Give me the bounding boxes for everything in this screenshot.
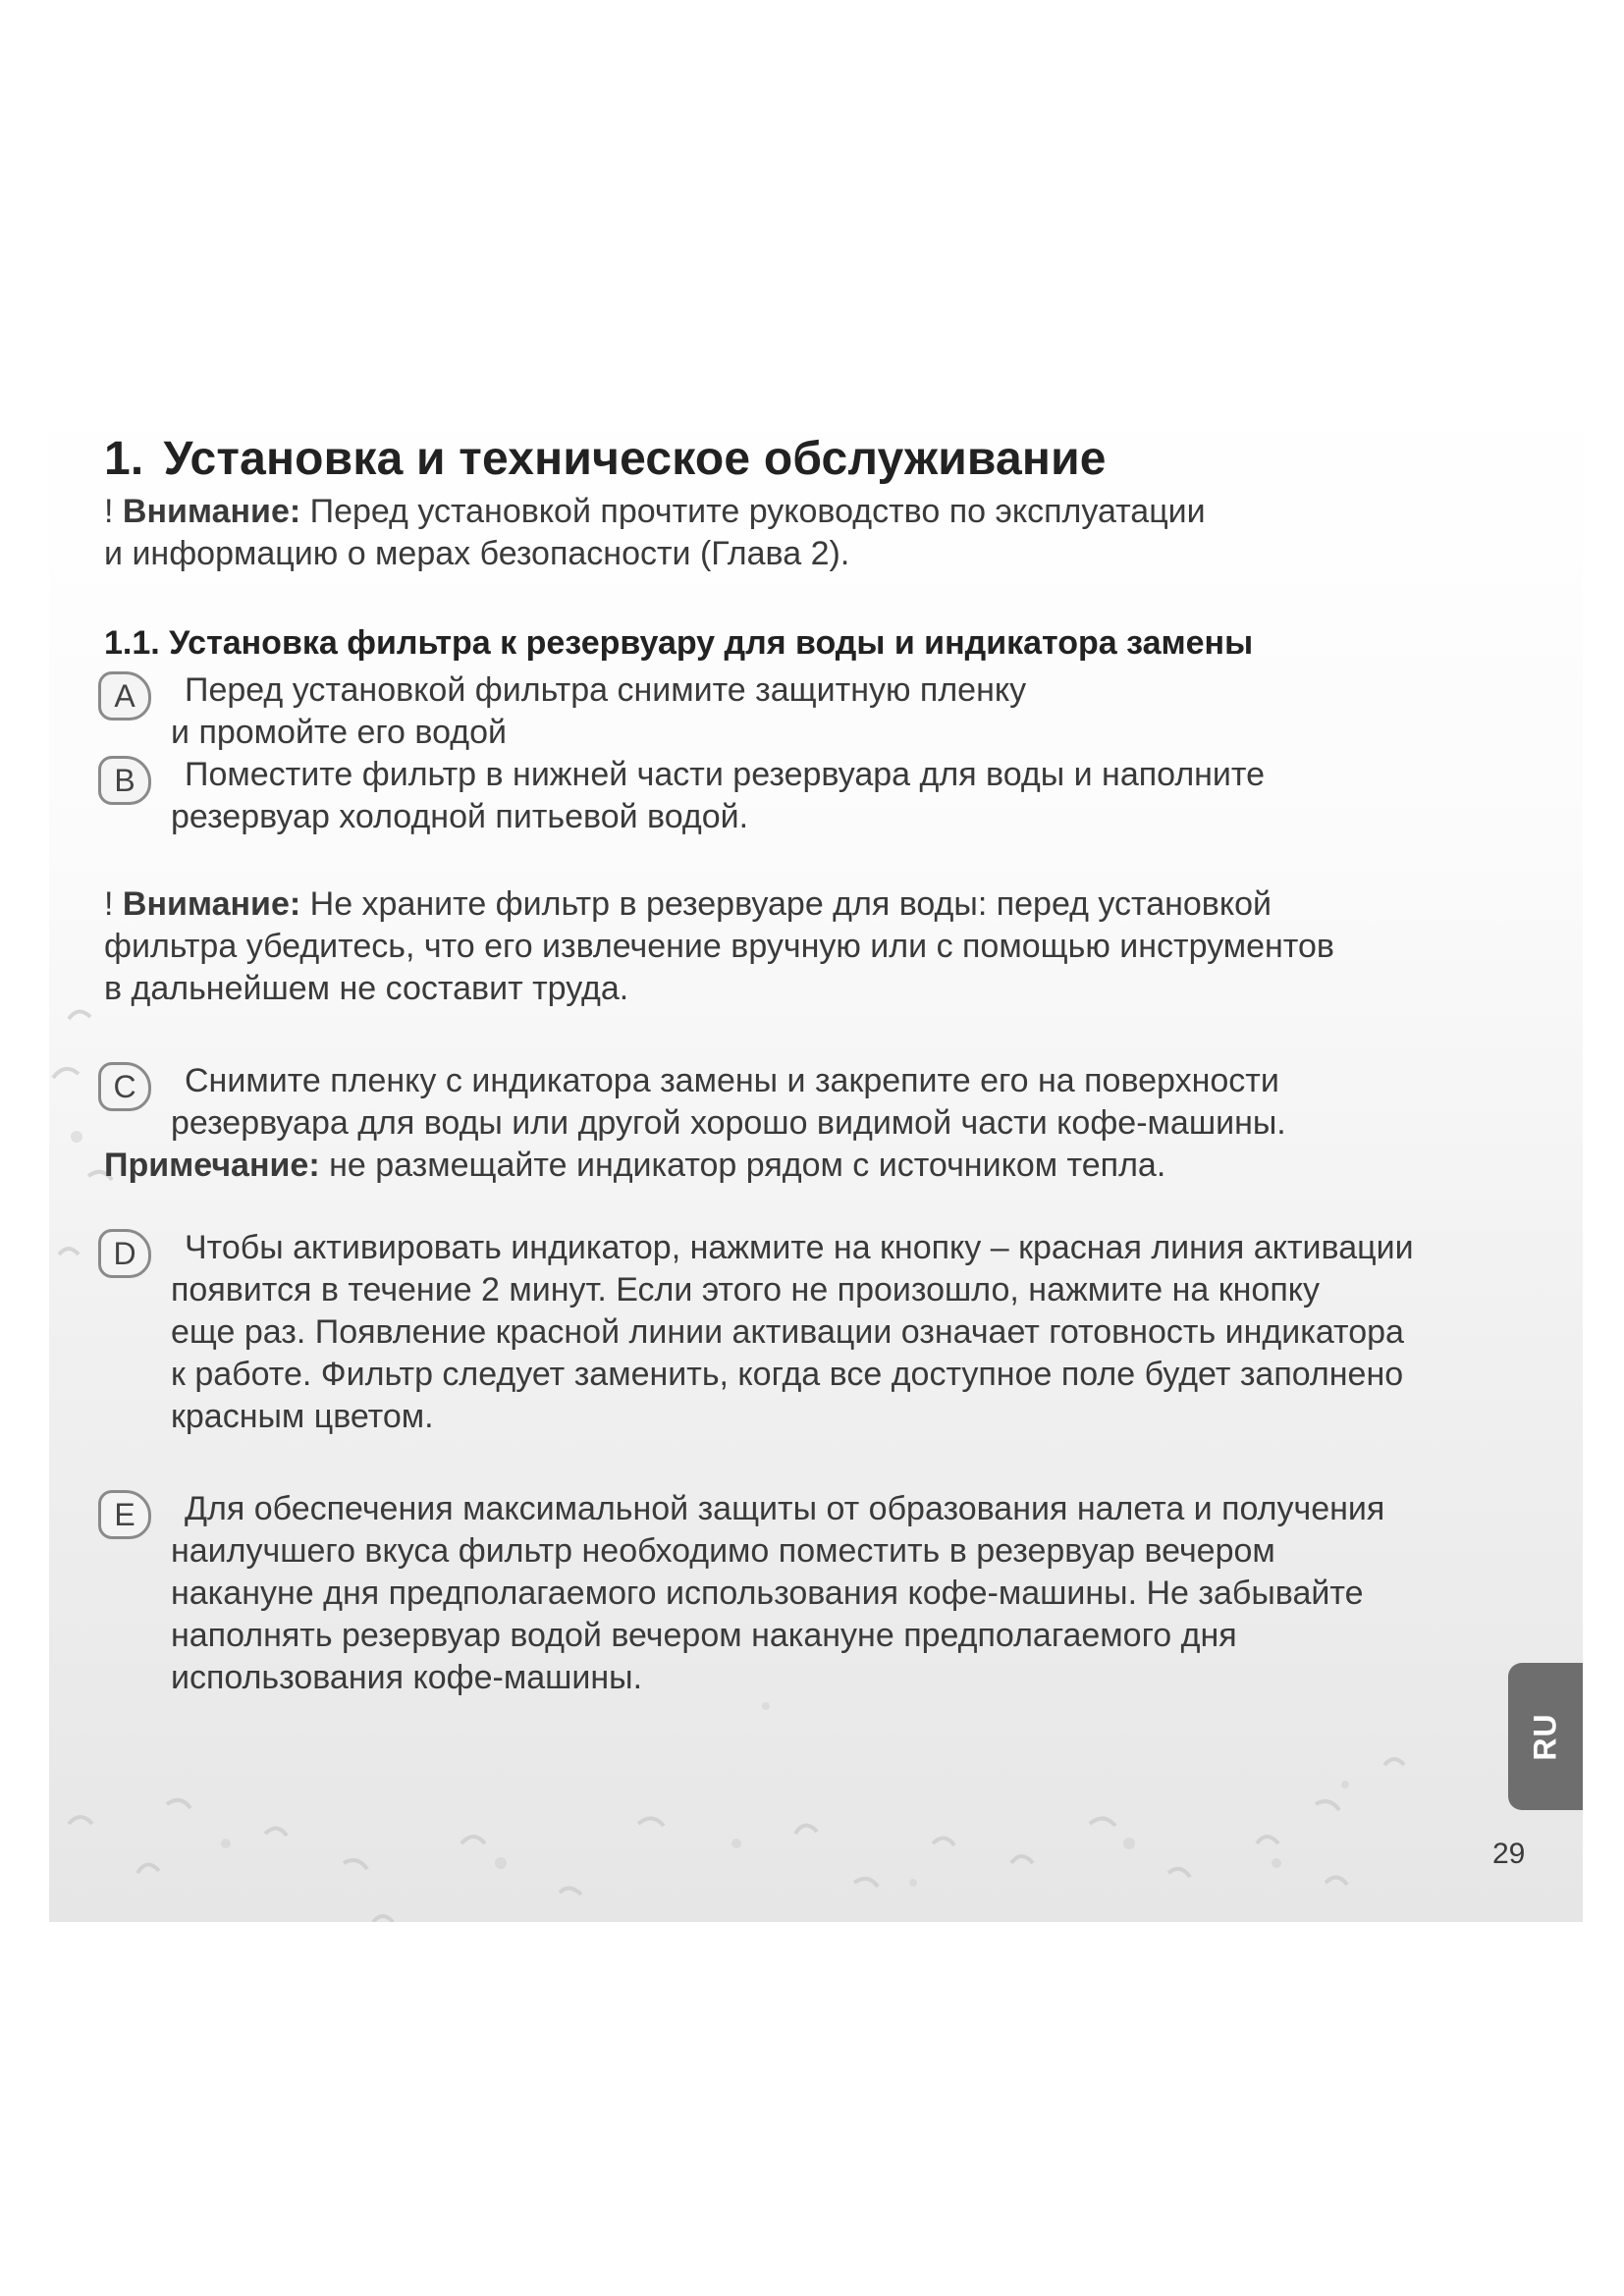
intro-warning-label: Внимание: bbox=[122, 493, 301, 530]
subsection-heading: 1.1. Установка фильтра к резервуару для воды и индикатора замены bbox=[104, 624, 1254, 662]
step-a-badge: A bbox=[98, 671, 151, 721]
step-c-badge: C bbox=[98, 1062, 151, 1111]
storage-warning-line1: Не храните фильтр в резервуаре для воды: перед установкой bbox=[300, 885, 1272, 923]
step-e-badge: E bbox=[98, 1490, 151, 1539]
step-d-text bbox=[171, 1227, 1414, 1438]
step-d-line5: красным цветом. bbox=[171, 1398, 434, 1435]
step-e-line3: накануне дня предполагаемого использования кофе-машины. Не забывайте bbox=[171, 1575, 1364, 1612]
section-title: Установка и техническое обслуживание bbox=[163, 433, 1107, 485]
page-number: 29 bbox=[1492, 1838, 1526, 1870]
step-d-badge: D bbox=[98, 1229, 151, 1278]
language-tab bbox=[1508, 1663, 1583, 1810]
step-c-text bbox=[171, 1060, 1286, 1145]
step-d-line3: еще раз. Появление красной линии активации означает готовность индикатора bbox=[171, 1313, 1404, 1351]
storage-warning-line2: фильтра убедитесь, что его извлечение вручную или с помощью инструментов bbox=[104, 928, 1334, 965]
step-d-line4: к работе. Фильтр следует заменить, когда все доступное поле будет заполнено bbox=[171, 1356, 1404, 1393]
step-c-line2: резервуара для воды или другой хорошо видимой части кофе-машины. bbox=[171, 1104, 1286, 1142]
note-text: не размещайте индикатор рядом с источником тепла. bbox=[319, 1147, 1166, 1184]
note bbox=[104, 1145, 1165, 1187]
step-e-text bbox=[171, 1488, 1384, 1699]
step-b-line1: Поместите фильтр в нижней части резервуара для воды и наполните bbox=[185, 756, 1266, 793]
section-number: 1. bbox=[104, 433, 144, 485]
intro-warning: ! Внимание: Перед установкой прочтите руководство по эксплуатации и информацию о мерах безопасности (Глава 2). bbox=[104, 493, 1206, 572]
intro-warning-line2: и информацию о мерах безопасности (Глава 2). bbox=[104, 535, 850, 572]
storage-warning: ! Внимание: Не храните фильтр в резервуаре для воды: перед установкой фильтра убедитесь, что его извлечение вручную или с помощью инструментов в дальнейшем не составит труда. bbox=[104, 885, 1334, 1007]
language-tab-label: RU bbox=[1527, 1712, 1563, 1761]
step-b-text bbox=[171, 754, 1265, 838]
step-e-line4: наполнять резервуар водой вечером накануне предполагаемого дня bbox=[171, 1617, 1237, 1654]
step-c-line1: Снимите пленку с индикатора замены и закрепите его на поверхности bbox=[185, 1062, 1279, 1099]
section-heading bbox=[104, 432, 1107, 486]
note-label: Примечание: bbox=[104, 1147, 320, 1184]
storage-warning-label: Внимание: bbox=[122, 885, 301, 923]
step-a-line2: и промойте его водой bbox=[171, 714, 507, 751]
step-e-line5: использования кофе-машины. bbox=[171, 1659, 643, 1696]
step-b-badge: B bbox=[98, 756, 151, 805]
step-e-line1: Для обеспечения максимальной защиты от образования налета и получения bbox=[185, 1490, 1385, 1527]
step-d-line2: появится в течение 2 минут. Если этого не произошло, нажмите на кнопку bbox=[171, 1271, 1321, 1308]
step-d-line1: Чтобы активировать индикатор, нажмите на кнопку – красная линия активации bbox=[185, 1229, 1414, 1266]
step-e-line2: наилучшего вкуса фильтр необходимо поместить в резервуар вечером bbox=[171, 1532, 1275, 1570]
step-b-line2: резервуар холодной питьевой водой. bbox=[171, 798, 749, 835]
intro-warning-line1: Перед установкой прочтите руководство по эксплуатации bbox=[300, 493, 1206, 530]
storage-warning-line3: в дальнейшем не составит труда. bbox=[104, 970, 629, 1007]
step-a-line1: Перед установкой фильтра снимите защитную пленку bbox=[185, 671, 1027, 709]
step-a-text bbox=[171, 669, 1026, 754]
